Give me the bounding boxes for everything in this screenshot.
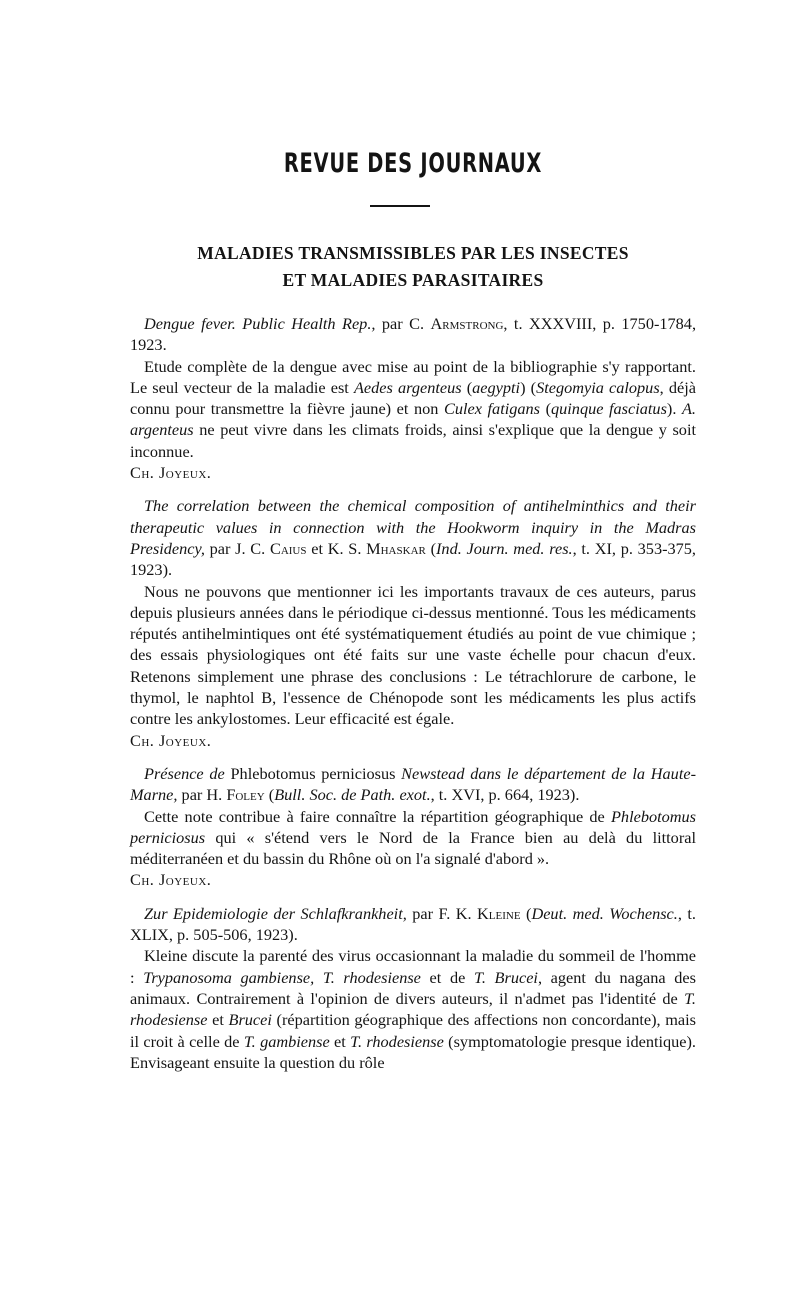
review-entry-antihelminthics bbox=[130, 495, 696, 751]
entry-reference: Zur Epidemiologie der Schlafkrankheit, par F. K. Kleine (Deut. med. Wochensc., t. XLIX, p. 505-506, 1923). bbox=[130, 903, 696, 945]
author-name: Mhaskar bbox=[366, 538, 426, 558]
entry-signature: Ch. Joyeux. bbox=[130, 463, 212, 483]
entry-text: Cette note contribue à faire connaître la répartition géographique de Phlebotomus perniciosus qui « s'étend vers le Nord de la France bien au delà du littoral méditerranéen et du bassin du Rhône où on l'a signalé d'abord ». bbox=[130, 806, 696, 869]
page-title: REVUE DES JOURNAUX bbox=[283, 148, 543, 179]
author-name: Armstrong bbox=[430, 314, 504, 333]
entry-signature: Ch. Joyeux. bbox=[130, 730, 212, 750]
author-name: Caius bbox=[269, 538, 307, 558]
author-name: Kleine bbox=[477, 903, 521, 923]
entry-text: Etude complète de la dengue avec mise au point de la bibliographie s'y rapportant. Le seul vecteur de la maladie est Aedes argenteus (aegypti) (Stegomyia calopus, déjà connu pour transmettre la fièvre jaune) et non Culex fatigans (quinque fasciatus). A. argenteus ne peut vivre dans les climats froids, ainsi s'explique que la dengue y soit inconnue. bbox=[130, 356, 696, 461]
section-heading bbox=[130, 240, 696, 294]
entry-reference: Dengue fever. Public Health Rep., par C. Armstrong, t. XXXVIII, p. 1750-1784, 1923. bbox=[130, 314, 697, 355]
entry-text: Nous ne pouvons que mentionner ici les importants travaux de ces auteurs, parus depuis plusieurs années dans le périodique ci-dessus mentionné. Tous les médicaments réputés antihelmintiques ont été systématiquement étudiés au point de vue chimique ; des essais physiologiques ont été faits sur une vaste échelle pour chacun d'eux. Retenons simplement une phrase des conclusions : Le tétrachlorure de carbone, le thymol, le naphtol B, l'essence de Chénopode sont les médicaments les plus actifs contre les ankylostomes. Leur efficacité est égale. bbox=[130, 581, 696, 729]
entry-signature: Ch. Joyeux. bbox=[130, 870, 212, 890]
review-entry-phlebotomus bbox=[130, 763, 696, 891]
review-entry-dengue bbox=[130, 313, 696, 483]
title-rule bbox=[370, 205, 430, 207]
author-name: Foley bbox=[226, 785, 265, 805]
section-heading-line-2: ET MALADIES PARASITAIRES bbox=[282, 270, 544, 290]
entry-text: Kleine discute la parenté des virus occasionnant la maladie du sommeil de l'homme : Trypanosoma gambiense, T. rhodesiense et de T. Brucei, agent du nagana des animaux. Contrairement à l'opinion de divers auteurs, il n'admet pas l'identité de T. rhodesiense et Brucei (répartition géographique des affections non concordante), mais il croit à celle de T. gambiense et T. rhodesiense (symptomatologie presque identique). Envisageant ensuite la question du rôle bbox=[130, 946, 697, 1072]
entry-reference: The correlation between the chemical composition of antihelminthics and their therapeutic values in connection with the Hookworm inquiry in the Madras Presidency, par J. C. Caius et K. S. Mhaskar (Ind. Journ. med. res., t. XI, p. 353-375, 1923). bbox=[130, 496, 696, 580]
section-heading-line-1: MALADIES TRANSMISSIBLES PAR LES INSECTES bbox=[197, 243, 629, 263]
article-body bbox=[130, 313, 696, 1085]
review-entry-schlafkrankheit bbox=[130, 903, 696, 1073]
entry-reference: Présence de Phlebotomus perniciosus Newstead dans le département de la Haute-Marne, par H. Foley (Bull. Soc. de Path. exot., t. XVI, p. 664, 1923). bbox=[130, 763, 696, 805]
